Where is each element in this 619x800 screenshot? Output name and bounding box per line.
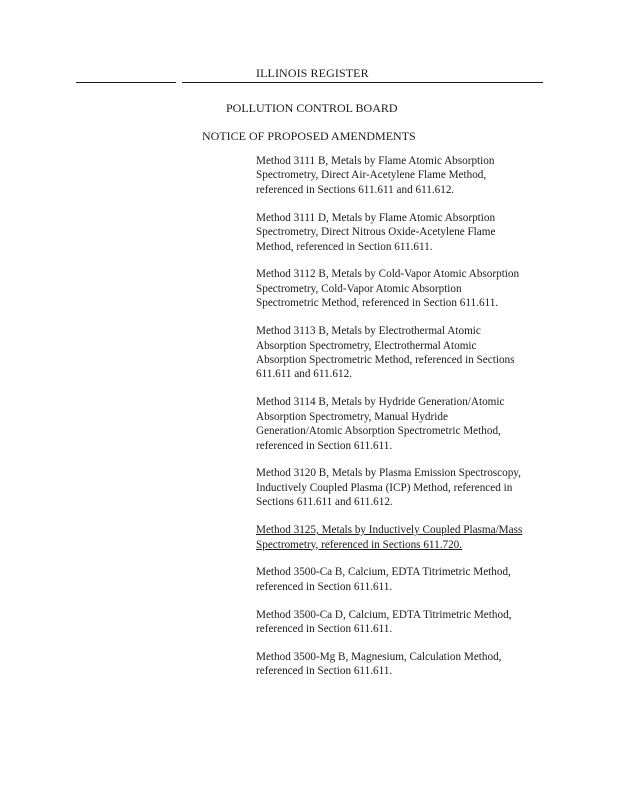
method-entry: Method 3113 B, Metals by Electrothermal Atomic Absorption Spectrometry, Electrothermal Atomic Absorption Spectrometric Method, referenced in Sections 611.611 and 611.612. xyxy=(256,325,515,381)
header-rule-right xyxy=(182,82,543,83)
method-entry: Method 3500-Mg B, Magnesium, Calculation Method, referenced in Section 611.611. xyxy=(256,651,502,678)
register-title: ILLINOIS REGISTER xyxy=(256,66,369,80)
method-entry: Method 3120 B, Metals by Plasma Emission Spectroscopy, Inductively Coupled Plasma (ICP) Method, referenced in Sections 611.611 and 611.612. xyxy=(256,467,521,509)
method-list xyxy=(256,154,556,692)
method-entry: Method 3114 B, Metals by Hydride Generation/Atomic Absorption Spectrometry, Manual Hydride Generation/Atomic Absorption Spectrometric Method, referenced in Section 611.611. xyxy=(256,396,505,452)
method-entry: Method 3112 B, Metals by Cold-Vapor Atomic Absorption Spectrometry, Cold-Vapor Atomic Absorption Spectrometric Method, referenced in Section 611.611. xyxy=(256,268,520,310)
method-entry-added: Method 3125, Metals by Inductively Coupled Plasma/Mass Spectrometry, referenced in Sections 611.720. xyxy=(256,524,523,551)
board-name: POLLUTION CONTROL BOARD xyxy=(226,101,398,115)
method-entry: Method 3500-Ca B, Calcium, EDTA Titrimetric Method, referenced in Section 611.611. xyxy=(256,566,511,593)
method-entry: Method 3500-Ca D, Calcium, EDTA Titrimetric Method, referenced in Section 611.611. xyxy=(256,608,512,636)
notice-title: NOTICE OF PROPOSED AMENDMENTS xyxy=(202,129,416,143)
method-entry: Method 3111 B, Metals by Flame Atomic Absorption Spectrometry, Direct Air-Acetylene Flame Method, referenced in Sections 611.611 and 611.612. xyxy=(256,155,495,196)
method-entry: Method 3111 D, Metals by Flame Atomic Absorption Spectrometry, Direct Nitrous Oxide-Acetylene Flame Method, referenced in Section 611.611. xyxy=(256,211,496,253)
header-rule-left xyxy=(76,82,176,83)
